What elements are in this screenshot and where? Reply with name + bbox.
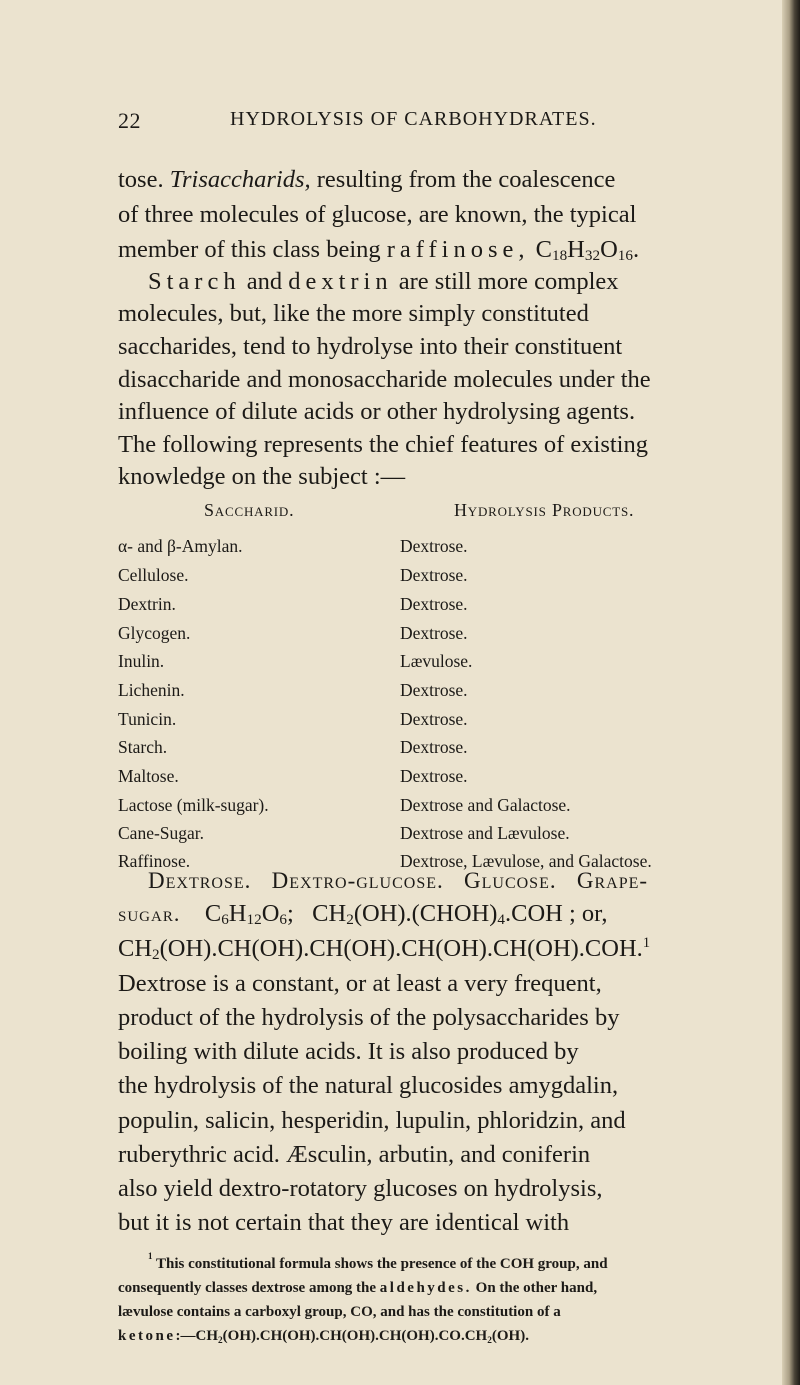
column-header-products: Hydrolysis Products. (454, 500, 635, 520)
page-number: 22 (118, 108, 141, 133)
footnote-line: consequently classes dextrose among the aldehydes. On the other hand, (118, 1280, 598, 1296)
text-line: member of this class being raffinose, $C_{18}H_{32}O_{16}$. (118, 236, 640, 264)
table-row: Tunicin. Dextrose. (118, 709, 468, 729)
text-line: populin, salicin, hesperidin, lupulin, phloridzin, and (118, 1107, 626, 1134)
table-row: Glycogen. Dextrose. (118, 623, 468, 643)
table-row: Lactose (milk-sugar). Dextrose and Galactose. (118, 795, 571, 815)
formula-line: sugar. $C_6H_{12}O_6$; $CH_2(OH).(CHOH)_4.COH$ ; or, (118, 900, 608, 928)
running-title: HYDROLYSIS OF CARBOHYDRATES. (230, 108, 597, 130)
table-row: Inulin. Lævulose. (118, 651, 473, 671)
text-line: the hydrolysis of the natural glucosides amygdalin, (118, 1072, 619, 1099)
table-row: Dextrin. Dextrose. (118, 594, 468, 614)
text-line: influence of dilute acids or other hydrolysing agents. (118, 398, 636, 425)
text-line: product of the hydrolysis of the polysaccharides by (118, 1004, 620, 1031)
running-header (118, 108, 743, 138)
text-line: saccharides, tend to hydrolyse into their constituent (118, 333, 623, 360)
chemical-formula: $C_6H_{12}O_6$; (204, 900, 300, 928)
table-row: Cane-Sugar. Dextrose and Lævulose. (118, 823, 570, 843)
footnote-ref: 1 (642, 935, 651, 951)
text-line: molecules, but, like the more simply constituted (118, 300, 589, 327)
text-line: tose. Trisaccharids, resulting from the coalescence (118, 166, 616, 193)
text-line: disaccharide and monosaccharide molecules under the (118, 366, 651, 393)
table-row: Starch. Dextrose. (118, 737, 468, 757)
text-line: but it is not certain that they are identical with (118, 1209, 570, 1236)
footnote-line: lævulose contains a carboxyl group, CO, and has the constitution of a (118, 1304, 561, 1320)
text-line: boiling with dilute acids. It is also produced by (118, 1038, 579, 1065)
table-row: Lichenin. Dextrose. (118, 680, 468, 700)
formula-line: $CH_2(OH).CH(OH).CH(OH).CH(OH).CH(OH).COH.^1$ (118, 935, 651, 963)
table-row: Raffinose. Dextrose, Lævulose, and Galactose. (118, 851, 652, 871)
text-line: Dextrose is a constant, or at least a very frequent, (118, 970, 602, 997)
text-line: also yield dextro-rotatory glucoses on hydrolysis, (118, 1175, 603, 1202)
book-spine-edge (782, 0, 800, 1385)
column-header-saccharid: Saccharid. (204, 500, 295, 520)
chemical-formula: $C_{18}H_{32}O_{16}$. (535, 236, 640, 264)
section-heading: Dextrose. Dextro-glucose. Glucose. Grape- (148, 868, 649, 893)
text-line: ruberythric acid. Æsculin, arbutin, and coniferin (118, 1141, 591, 1168)
table-row: α- and β-Amylan. Dextrose. (118, 536, 468, 556)
table-row: Maltose. Dextrose. (118, 766, 468, 786)
table-row: Cellulose. Dextrose. (118, 565, 468, 585)
text-line: of three molecules of glucose, are known, the typical (118, 201, 637, 228)
text-line: Starch and dextrin are still more complex (148, 268, 619, 295)
text-line: knowledge on the subject :— (118, 463, 406, 490)
footnote-line: $ketone:—CH_2(OH).CH(OH).CH(OH).CH(OH).CO.CH_2(OH)$. (118, 1328, 529, 1346)
text-line: The following represents the chief features of existing (118, 431, 648, 458)
chemical-formula: $CH_2(OH).(CHOH)_4.COH$ ; or, (312, 900, 608, 928)
footnote-line: $^1$ This constitutional formula shows the presence of the COH group, and (148, 1251, 608, 1272)
